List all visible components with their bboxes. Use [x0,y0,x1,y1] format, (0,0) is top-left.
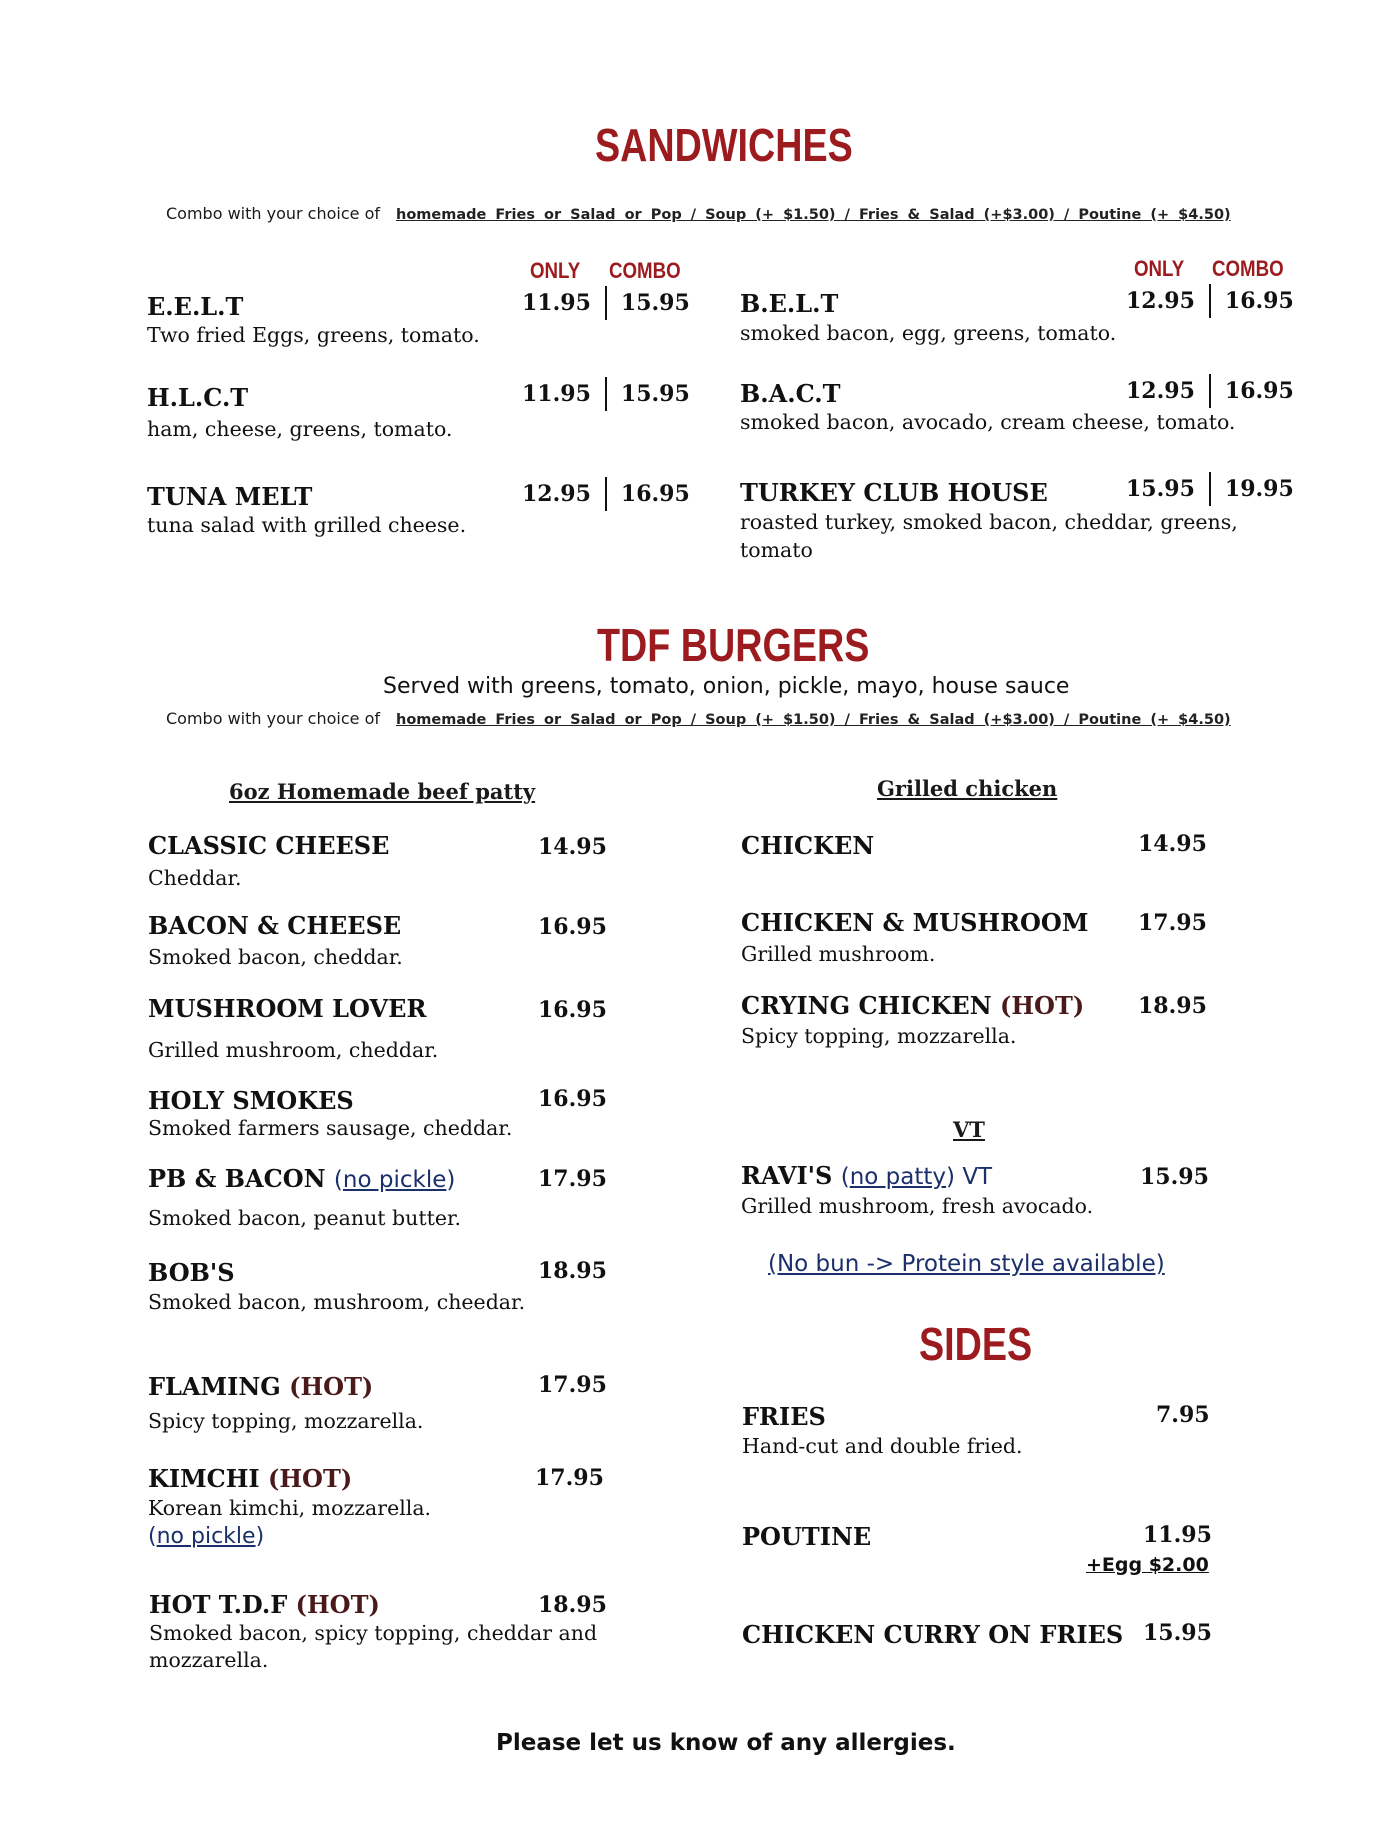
sandwiches-title: SANDWICHES [595,119,853,171]
side-name: CHICKEN CURRY ON FRIES [742,1620,1124,1649]
grilled-chicken-heading: Grilled chicken [877,776,1058,801]
combo-options: homemade Fries or Salad or Pop / Soup (+ $1.50) / Fries & Salad (+$3.00) / Poutine (+ $4.50) [396,207,1231,223]
burger-name-row [149,1590,380,1619]
sandwich-prices [522,286,690,320]
combo-options: homemade Fries or Salad or Pop / Soup (+ $1.50) / Fries & Salad (+$3.00) / Poutine (+ $4.50) [396,712,1231,728]
chicken-desc: Spicy topping, mozzarella. [741,1024,1017,1048]
beef-patty-heading: 6oz Homemade beef patty [229,779,536,804]
burger-desc: Spicy topping, mozzarella. [148,1409,424,1433]
price-divider [605,477,607,511]
price-divider [1209,374,1211,408]
sandwich-prices [1126,472,1294,506]
no-patty-note: (no patty) VT [840,1164,993,1190]
combo-prefix: Combo with your choice of [166,709,380,728]
burger-name: HOT T.D.F [149,1590,288,1619]
burger-name: BACON & CHEESE [148,911,402,940]
burger-name-row [148,1464,352,1493]
burger-desc: Smoked bacon, spicy topping, cheddar and [149,1621,598,1645]
sandwich-prices [522,477,690,511]
price-combo: 16.95 [1224,288,1294,314]
side-desc: Hand-cut and double fried. [742,1434,1023,1458]
chicken-price: 18.95 [1138,993,1207,1019]
chicken-name: CRYING CHICKEN [741,991,992,1020]
price-divider [605,377,607,411]
burger-price: 16.95 [538,1086,607,1112]
sandwich-prices [522,377,690,411]
sandwich-name: B.A.C.T [740,379,841,408]
burger-price: 14.95 [538,834,607,860]
price-divider [605,286,607,320]
burger-price: 18.95 [538,1258,607,1284]
side-name: POUTINE [742,1522,872,1551]
burger-desc: Korean kimchi, mozzarella. [148,1496,432,1520]
side-name: FRIES [742,1402,826,1431]
chicken-name: CHICKEN & MUSHROOM [741,908,1089,937]
burger-desc: Grilled mushroom, cheddar. [148,1038,439,1062]
chicken-name: CHICKEN [741,831,875,860]
vt-heading: VT [953,1117,985,1142]
burger-name: FLAMING [148,1372,281,1401]
burger-desc: Smoked bacon, mushroom, cheedar. [148,1290,526,1314]
col-only-right: ONLY [1134,256,1185,281]
price-combo: 16.95 [1224,378,1294,404]
sandwich-name: B.E.L.T [740,289,839,318]
price-combo: 16.95 [620,481,690,507]
vt-suffix: VT [962,1164,993,1190]
burger-price: 17.95 [538,1166,607,1192]
hot-label: (HOT) [268,1464,353,1493]
burger-desc: Smoked bacon, cheddar. [148,945,403,969]
sandwich-desc: roasted turkey, smoked bacon, cheddar, greens, [740,510,1238,534]
hot-label: (HOT) [1000,991,1085,1020]
no-pickle-text: no pickle [342,1167,447,1193]
burger-name: PB & BACON [148,1164,326,1193]
vt-name-row [741,1161,992,1190]
price-divider [1209,472,1211,506]
sandwich-desc: smoked bacon, avocado, cream cheese, tomato. [740,410,1236,434]
side-price: 11.95 [1143,1522,1212,1548]
sandwich-name: TURKEY CLUB HOUSE [740,478,1048,507]
sandwich-name: H.L.C.T [147,383,249,412]
sandwich-prices [1126,374,1294,408]
side-extra: +Egg $2.00 [1086,1554,1209,1576]
sandwich-desc: Two fried Eggs, greens, tomato. [147,323,480,347]
price-only: 11.95 [522,381,591,407]
burgers-served-with: Served with greens, tomato, onion, pickle, mayo, house sauce [383,674,1070,699]
sandwich-desc: ham, cheese, greens, tomato. [147,417,453,441]
burger-desc: Smoked bacon, peanut butter. [148,1206,462,1230]
burger-name: HOLY SMOKES [148,1086,354,1115]
burgers-title: TDF BURGERS [597,619,870,671]
price-combo: 15.95 [620,381,690,407]
price-only: 12.95 [1126,378,1195,404]
chicken-desc: Grilled mushroom. [741,942,936,966]
col-combo-right: COMBO [1212,256,1284,281]
burger-name: MUSHROOM LOVER [148,994,427,1023]
combo-prefix: Combo with your choice of [166,204,380,223]
chicken-name-row [741,991,1084,1020]
price-combo: 19.95 [1224,476,1294,502]
allergy-note: Please let us know of any allergies. [496,1730,956,1756]
sandwich-desc: tuna salad with grilled cheese. [147,513,467,537]
sandwiches-combo-line [166,204,1231,223]
no-pickle-note: (no pickle) [333,1167,456,1193]
burger-name-row [148,1164,455,1193]
burger-name-row [148,1372,373,1401]
burger-price: 17.95 [538,1372,607,1398]
burger-name: CLASSIC CHEESE [148,831,390,860]
sandwich-desc-cont: tomato [740,538,813,562]
sandwich-desc: smoked bacon, egg, greens, tomato. [740,321,1117,345]
burger-name: KIMCHI [148,1464,260,1493]
burger-desc-cont: mozzarella. [149,1648,269,1672]
no-pickle-text: no pickle [156,1524,256,1549]
burger-name: BOB'S [148,1258,235,1287]
hot-label: (HOT) [295,1590,380,1619]
chicken-price: 17.95 [1138,910,1207,936]
vt-desc: Grilled mushroom, fresh avocado. [741,1194,1094,1218]
sandwich-prices [1126,284,1294,318]
sandwich-name: E.E.L.T [147,292,244,321]
hot-label: (HOT) [289,1372,374,1401]
price-only: 12.95 [522,481,591,507]
burger-price: 16.95 [538,997,607,1023]
burger-desc: Cheddar. [148,866,242,890]
side-price: 15.95 [1143,1620,1212,1646]
sandwich-name: TUNA MELT [147,482,313,511]
burger-price: 17.95 [535,1465,604,1491]
no-patty-text: no patty [849,1164,947,1190]
burgers-combo-line [166,709,1231,728]
price-only: 12.95 [1126,288,1195,314]
burger-desc: Smoked farmers sausage, cheddar. [148,1116,513,1140]
burger-price: 18.95 [538,1592,607,1618]
no-bun-note: (No bun -> Protein style available) [768,1251,1165,1277]
sides-title: SIDES [919,1318,1033,1370]
vt-price: 15.95 [1140,1164,1209,1190]
side-price: 7.95 [1156,1402,1210,1428]
price-only: 11.95 [522,290,591,316]
no-pickle-note: (no pickle) [148,1524,265,1549]
col-only-left: ONLY [530,258,581,283]
chicken-price: 14.95 [1138,831,1207,857]
vt-name: RAVI'S [741,1161,833,1190]
col-combo-left: COMBO [609,258,681,283]
price-only: 15.95 [1126,476,1195,502]
burger-price: 16.95 [538,914,607,940]
price-divider [1209,284,1211,318]
price-combo: 15.95 [620,290,690,316]
